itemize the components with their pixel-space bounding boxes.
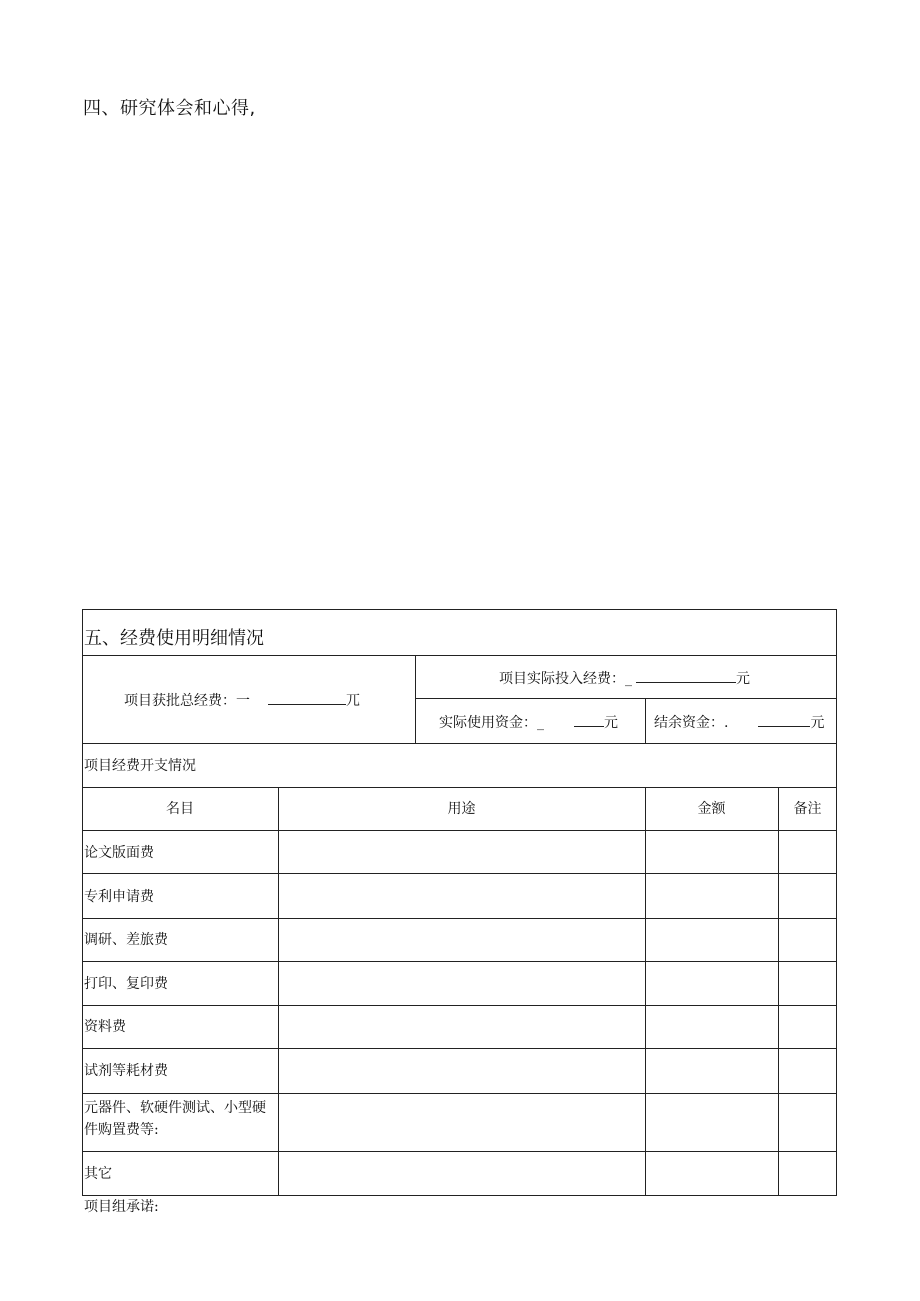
table-rule <box>82 918 837 919</box>
expense-heading: 项目经费开支情况 <box>84 758 196 774</box>
balance-funds-blank <box>758 714 810 727</box>
used-funds-field <box>439 714 618 730</box>
invested-funds-label: 项目实际投入经费：_ <box>499 671 632 687</box>
column-header-purpose: 用途 <box>447 801 476 817</box>
invested-funds-blank <box>636 670 736 683</box>
section-4-title: 四、研究体会和心得, <box>83 98 256 119</box>
table-rule <box>82 830 837 831</box>
used-funds-unit: 元 <box>604 715 618 731</box>
column-header-amount: 金额 <box>697 801 726 817</box>
table-rule <box>82 961 837 962</box>
approved-funds-field <box>124 692 360 708</box>
table-rule <box>82 1151 837 1152</box>
table-row-label: 打印、复印费 <box>84 976 168 992</box>
table-rule <box>82 873 837 874</box>
table-rule <box>278 787 279 1196</box>
balance-funds-label: 结余资金：. <box>654 715 729 731</box>
used-funds-label: 实际使用资金：_ <box>439 715 544 731</box>
balance-funds-unit: 元 <box>810 715 825 731</box>
table-rule <box>82 1093 837 1094</box>
table-rule <box>778 787 779 1196</box>
used-funds-blank <box>574 714 604 727</box>
table-rule <box>415 655 416 743</box>
column-header-item: 名目 <box>166 801 194 817</box>
approved-funds-label: 项目获批总经费：一 <box>124 693 250 709</box>
table-row-label: 试剂等耗材费 <box>84 1063 168 1079</box>
table-row-label: 调研、差旅费 <box>84 932 168 948</box>
invested-funds-field <box>499 670 750 686</box>
table-rule <box>82 1005 837 1006</box>
table-rule <box>82 787 837 788</box>
table-row-label: 元器件、软硬件测试、小型硬件购置费等: <box>84 1100 266 1138</box>
table-rule <box>82 655 837 656</box>
table-row-label: 专利申请费 <box>84 889 154 905</box>
table-row-label: 其它 <box>84 1166 112 1182</box>
table-rule <box>645 698 646 743</box>
approved-funds-unit: 兀 <box>346 693 360 709</box>
table-rule <box>82 1048 837 1049</box>
table-rule <box>82 743 837 744</box>
column-header-remarks: 备注 <box>793 801 822 817</box>
approved-funds-blank <box>268 692 346 705</box>
table-rule <box>415 698 837 699</box>
table-row-label: 论文版面费 <box>84 845 154 861</box>
invested-funds-unit: 元 <box>736 671 750 687</box>
table-rule <box>645 787 646 1196</box>
section-5-title: 五、经费使用明细情况 <box>84 628 264 649</box>
balance-funds-field <box>654 714 824 730</box>
commitment-label: 项目组承诺: <box>84 1199 159 1215</box>
table-row-label: 资料费 <box>84 1019 126 1035</box>
